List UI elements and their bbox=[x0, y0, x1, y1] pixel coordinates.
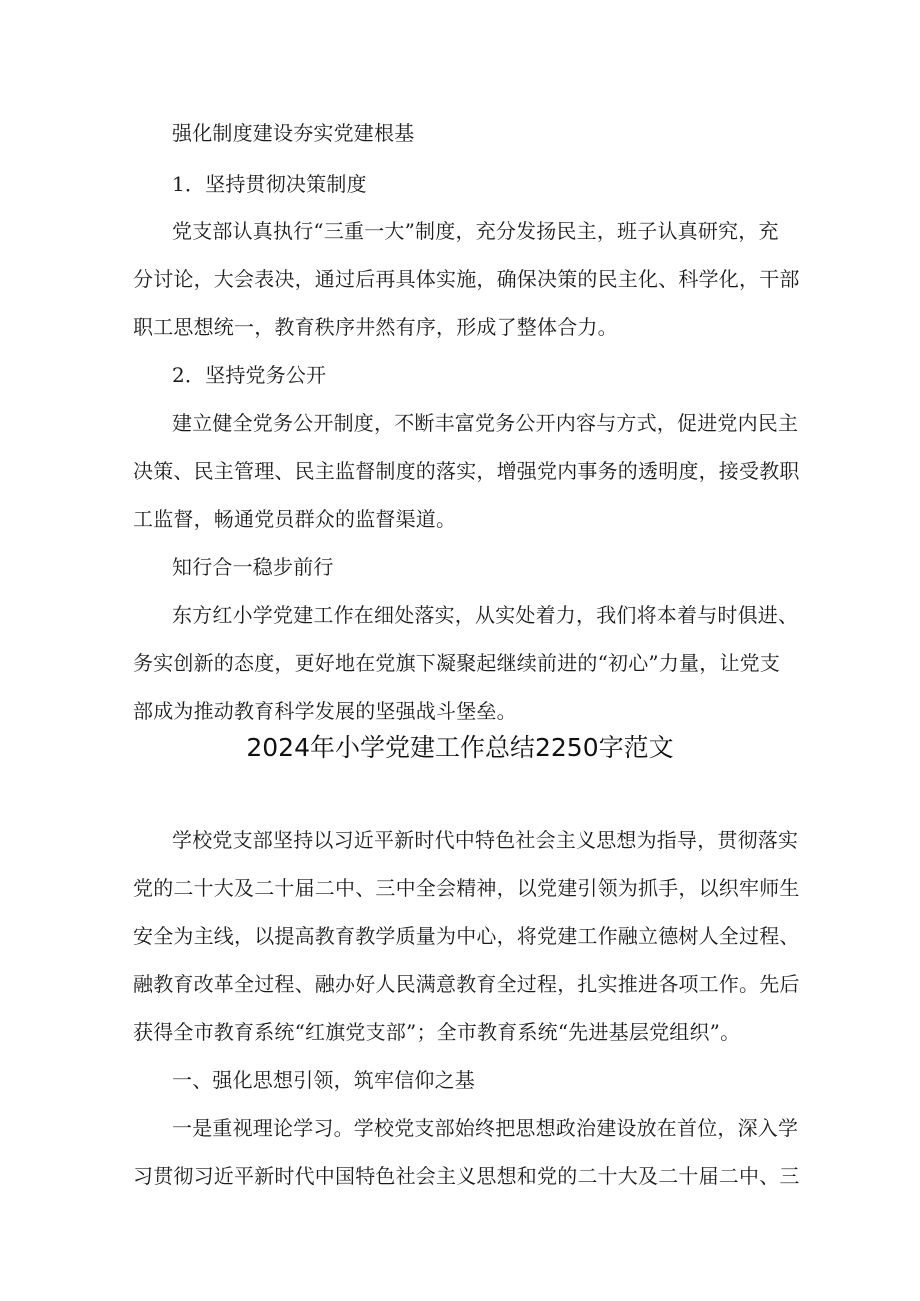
paragraph-line: 工监督，畅通党员群众的监督渠道。 bbox=[133, 507, 457, 531]
paragraph-line: 务实创新的态度，更好地在党旗下凝聚起继续前进的“初心”力量，让党支 bbox=[133, 651, 781, 675]
paragraph-line: 习贯彻习近平新时代中国特色社会主义思想和党的二十大及二十届二中、三 bbox=[133, 1164, 800, 1188]
paragraph-line: 决策、民主管理、民主监督制度的落实，增强党内事务的透明度，接受教职 bbox=[133, 459, 800, 483]
paragraph-line: 获得全市教育系统“红旗党支部”；全市教育系统“先进基层党组织”。 bbox=[133, 1020, 741, 1044]
document-title: 2024年小学党建工作总结2250字范文 bbox=[246, 733, 674, 762]
paragraph-line: 部成为推动教育科学发展的坚强战斗堡垒。 bbox=[133, 699, 517, 723]
paragraph-line: 党支部认真执行“三重一大”制度，充分发扬民主，班子认真研究，充 bbox=[172, 219, 779, 243]
item-title: 2．坚持党务公开 bbox=[172, 363, 327, 387]
paragraph-line: 党的二十大及二十届二中、三中全会精神，以党建引领为抓手，以织牢师生 bbox=[133, 876, 800, 900]
paragraph-line: 职工思想统一，教育秩序井然有序，形成了整体合力。 bbox=[133, 315, 618, 339]
section-heading: 强化制度建设夯实党建根基 bbox=[172, 121, 415, 145]
paragraph-line: 建立健全党务公开制度，不断丰富党务公开内容与方式，促进党内民主 bbox=[172, 411, 799, 435]
paragraph-line: 分讨论，大会表决，通过后再具体实施，确保决策的民主化、科学化，干部 bbox=[133, 267, 800, 291]
paragraph-line: 一是重视理论学习。学校党支部始终把思想政治建设放在首位，深入学 bbox=[172, 1116, 799, 1140]
paragraph-line: 融教育改革全过程、融办好人民满意教育全过程，扎实推进各项工作。先后 bbox=[133, 972, 800, 996]
item-title: 1．坚持贯彻决策制度 bbox=[172, 172, 367, 196]
section-heading: 知行合一稳步前行 bbox=[172, 555, 334, 579]
paragraph-line: 学校党支部坚持以习近平新时代中特色社会主义思想为指导，贯彻落实 bbox=[172, 828, 799, 852]
section-heading: 一、强化思想引领，筑牢信仰之基 bbox=[172, 1068, 475, 1092]
paragraph-line: 东方红小学党建工作在细处落实，从实处着力，我们将本着与时俱进、 bbox=[172, 603, 799, 627]
paragraph-line: 安全为主线，以提高教育教学质量为中心，将党建工作融立德树人全过程、 bbox=[133, 924, 800, 948]
